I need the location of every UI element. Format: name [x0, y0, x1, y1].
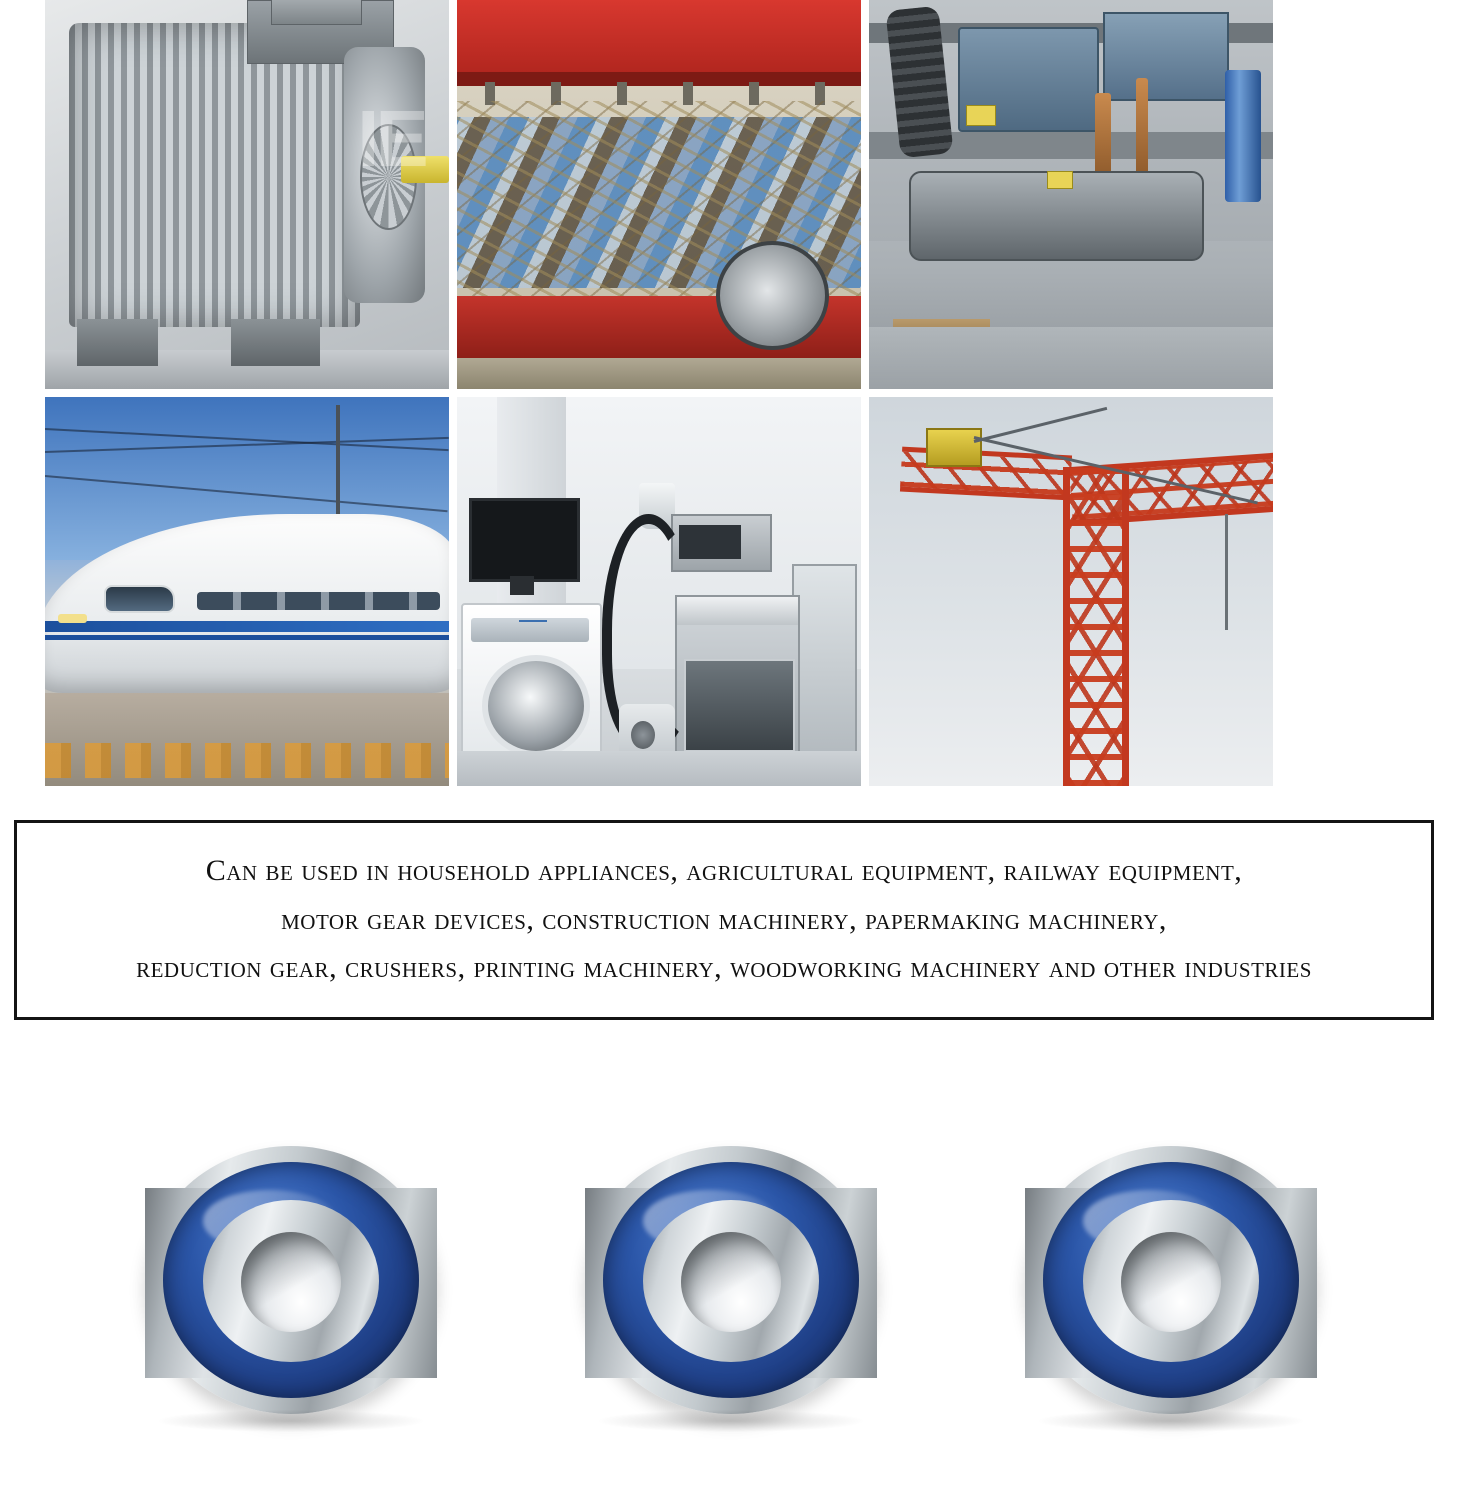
copper-pipe [1095, 93, 1111, 179]
crane-tie-bar [974, 407, 1108, 443]
bearing-3 [1025, 1128, 1317, 1433]
tactile-paving [45, 743, 449, 778]
motor-mounting-foot [231, 319, 320, 366]
washing-machine [461, 603, 602, 763]
refrigerator [792, 564, 857, 770]
headlight [58, 614, 87, 623]
cab-window [104, 585, 175, 612]
bore-shadow [1121, 1232, 1221, 1332]
photo-industrial-chiller [869, 0, 1273, 389]
warning-label [1047, 171, 1073, 189]
television-stand [510, 576, 534, 595]
photo-electric-motor [45, 0, 449, 389]
copper-pipe [1136, 78, 1148, 179]
crane-mast [1063, 467, 1130, 786]
compressor-body [1103, 12, 1228, 102]
field-ground [457, 354, 861, 389]
television [469, 498, 580, 582]
watermark-glyph: IE [357, 94, 425, 184]
vacuum-intake [631, 721, 655, 749]
train-blue-stripe [45, 621, 449, 632]
concrete-floor [869, 327, 1273, 389]
bore-shadow [681, 1232, 781, 1332]
motor-housing-fins [69, 23, 360, 326]
photo-household-appliances [457, 397, 861, 786]
washer-control-panel [471, 618, 589, 643]
drop-shadow [159, 1410, 423, 1432]
photo-agricultural-equipment [457, 0, 861, 389]
drop-shadow [1039, 1410, 1303, 1432]
microwave-door-glass [679, 525, 741, 559]
oven-door [684, 659, 795, 752]
warning-label [966, 105, 996, 126]
seeder-wheel [716, 241, 829, 350]
showroom-floor [457, 751, 861, 786]
motor-junction-box [271, 0, 362, 25]
bearing-1 [145, 1128, 437, 1433]
washer-door [482, 655, 590, 757]
sealed-ball-bearings [0, 1068, 1461, 1493]
bearing-2 [585, 1128, 877, 1433]
passenger-windows [197, 592, 441, 610]
motor-mounting-foot [77, 319, 158, 366]
seeder-red-frame-top [457, 0, 861, 86]
caption-line-3: reduction gear, crushers, printing machinery, woodworking machinery and other industries [136, 951, 1312, 985]
range-cooktop [677, 597, 798, 624]
blue-accumulator [1225, 70, 1261, 202]
photo-high-speed-train [45, 397, 449, 786]
catenary-pole [336, 405, 340, 522]
caption-line-1: Can be used in household appliances, agricultural equipment, railway equipment, [205, 854, 1243, 888]
train-blue-stripe-thin [45, 635, 449, 639]
crane-operator-cab [926, 428, 983, 467]
application-caption [14, 820, 1434, 1020]
crane-hoist-cable [1225, 514, 1228, 631]
drop-shadow [599, 1410, 863, 1432]
application-photo-collage [45, 0, 1328, 787]
photo-tower-crane [869, 397, 1273, 786]
bore-shadow [241, 1232, 341, 1332]
washer-display [519, 620, 547, 622]
caption-line-2: motor gear devices, construction machinery, papermaking machinery, [281, 902, 1167, 936]
